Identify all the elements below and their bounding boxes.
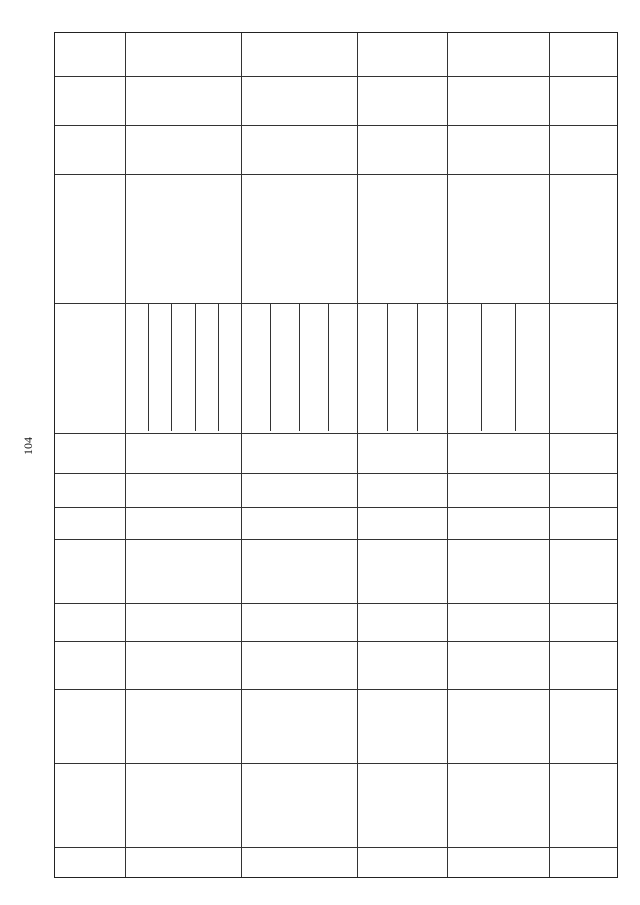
work-item (357, 303, 387, 433)
work-divider (328, 303, 329, 431)
value-total (241, 125, 357, 174)
value-part-1 (357, 76, 447, 125)
value-part-1 (447, 76, 549, 125)
street-name (357, 763, 447, 847)
value-part-1 (125, 76, 241, 125)
work-divider (270, 303, 271, 431)
table-row (447, 33, 549, 877)
work-item (447, 303, 481, 433)
header-cell (55, 174, 96, 303)
work-divider (148, 303, 149, 431)
row-number (447, 847, 549, 879)
work-item (241, 303, 270, 433)
work-divider (299, 303, 300, 431)
work-item (417, 303, 447, 433)
work-summary (549, 174, 619, 303)
header-band (55, 33, 125, 877)
work-summary (241, 174, 357, 303)
value-part-2 (357, 33, 447, 76)
work-item (549, 303, 619, 433)
row-number (241, 847, 357, 879)
table-row (241, 33, 357, 877)
work-divider (417, 303, 418, 431)
value-total (447, 125, 549, 174)
rotated-table (54, 32, 618, 878)
work-item (299, 303, 328, 433)
table-row (125, 33, 241, 877)
value-part-2 (241, 33, 357, 76)
value-part-2 (447, 33, 549, 76)
work-item (328, 303, 357, 433)
table-row (549, 33, 619, 877)
street-name (447, 763, 549, 847)
work-item (148, 303, 171, 433)
row-number (549, 847, 619, 879)
work-divider (171, 303, 172, 431)
work-divider (387, 303, 388, 431)
row-number (357, 847, 447, 879)
page-number: 104 (21, 437, 35, 455)
work-item (387, 303, 417, 433)
work-divider (515, 303, 516, 431)
work-item (481, 303, 515, 433)
street-name (125, 763, 241, 847)
work-item (195, 303, 218, 433)
work-item (171, 303, 194, 433)
value-part-1 (241, 76, 357, 125)
work-item (270, 303, 299, 433)
work-summary (125, 174, 241, 303)
work-divider (195, 303, 196, 431)
value-total (125, 125, 241, 174)
work-summary (357, 174, 447, 303)
value-part-2 (125, 33, 241, 76)
row-number (125, 847, 241, 879)
work-item (125, 303, 148, 433)
street-name (549, 763, 619, 847)
value-part-1 (549, 76, 619, 125)
work-item (218, 303, 241, 433)
table-row (357, 33, 447, 877)
value-part-2 (549, 33, 619, 76)
value-total (549, 125, 619, 174)
value-total (357, 125, 447, 174)
work-divider (218, 303, 219, 431)
work-item (515, 303, 549, 433)
street-name (241, 763, 357, 847)
work-divider (481, 303, 482, 431)
work-summary (447, 174, 549, 303)
